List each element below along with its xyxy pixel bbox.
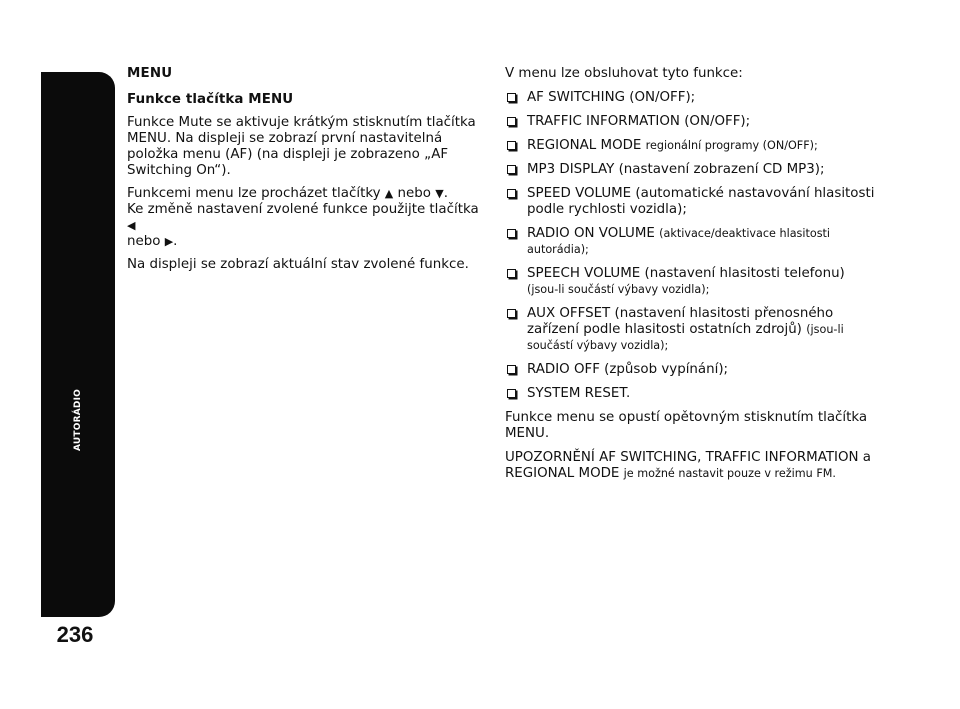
list-item xyxy=(505,138,885,154)
checkbox-bullet-icon xyxy=(507,117,516,126)
list-item xyxy=(505,226,885,258)
menu-intro: V menu lze obsluhovat tyto funkce: xyxy=(505,66,743,81)
list-item xyxy=(505,362,885,378)
item-text: AF SWITCHING (ON/OFF); xyxy=(527,90,696,105)
nav-text-a: Funkcemi menu lze procházet tlačítky xyxy=(127,186,381,201)
warning-main: UPOZORNĚNÍ AF SWITCHING, TRAFFIC INFORMATION a REGIONAL MODE xyxy=(505,450,872,481)
section-subheading: Funkce tlačítka MENU xyxy=(127,92,294,107)
arrow-down-icon: ▼ xyxy=(435,187,444,200)
arrow-left-icon: ◀ xyxy=(127,219,136,232)
nav-text-c: . xyxy=(443,186,448,201)
nav-text-b: nebo xyxy=(397,186,431,201)
checkbox-bullet-icon xyxy=(507,141,516,150)
item-note: regionální programy (ON/OFF); xyxy=(645,139,818,152)
arrow-right-icon: ▶ xyxy=(164,235,174,248)
item-text: TRAFFIC INFORMATION (ON/OFF); xyxy=(527,114,751,129)
menu-functions-list xyxy=(505,90,885,402)
checkbox-bullet-icon xyxy=(507,269,516,278)
checkbox-bullet-icon xyxy=(507,189,516,198)
list-item xyxy=(505,114,885,130)
list-item xyxy=(505,306,885,354)
nav-text-d: Ke změně nastavení zvolené funkce použijte tlačítka xyxy=(127,202,479,217)
arrow-up-icon: ▲ xyxy=(384,187,394,200)
nav-text-e: nebo xyxy=(127,234,161,249)
list-item xyxy=(505,186,885,218)
warning-small: je možné nastavit pouze v režimu FM. xyxy=(623,467,836,480)
left-column xyxy=(127,66,482,280)
item-text: RADIO ON VOLUME xyxy=(527,226,655,241)
menu-exit-text: Funkce menu se opustí opětovným stisknutím tlačítka MENU. xyxy=(505,410,868,441)
item-text: SPEECH VOLUME (nastavení hlasitosti telefonu) xyxy=(527,266,845,281)
list-item xyxy=(505,266,885,298)
checkbox-bullet-icon xyxy=(507,365,516,374)
list-item xyxy=(505,386,885,402)
page-number: 236 xyxy=(56,622,94,647)
item-text: REGIONAL MODE xyxy=(527,138,642,153)
warning-note xyxy=(505,450,885,482)
checkbox-bullet-icon xyxy=(507,165,516,174)
item-text: SPEED VOLUME (automatické nastavování hlasitosti podle rychlosti vozidla); xyxy=(527,186,875,217)
chapter-tab-label: AUTORÁDIO xyxy=(73,389,83,451)
right-column xyxy=(505,66,885,490)
item-text: MP3 DISPLAY (nastavení zobrazení CD MP3); xyxy=(527,162,825,177)
nav-text-f: . xyxy=(173,234,178,249)
paragraph-navigation xyxy=(127,186,482,250)
item-note: (jsou-li součástí výbavy vozidla); xyxy=(527,323,844,352)
checkbox-bullet-icon xyxy=(507,229,516,238)
item-text: RADIO OFF (způsob vypínání); xyxy=(527,362,729,377)
checkbox-bullet-icon xyxy=(507,389,516,398)
list-item xyxy=(505,162,885,178)
item-text: SYSTEM RESET. xyxy=(527,386,631,401)
paragraph-mute: Funkce Mute se aktivuje krátkým stisknutím tlačítka MENU. Na displeji se zobrazí první nastavitelná položka menu (AF) (na displeji je zobrazeno „AF Switching On“). xyxy=(127,115,476,178)
paragraph-status: Na displeji se zobrazí aktuální stav zvolené funkce. xyxy=(127,257,469,272)
section-heading: MENU xyxy=(127,66,173,81)
list-item xyxy=(505,90,885,106)
item-text: AUX OFFSET (nastavení hlasitosti přenosného zařízení podle hlasitosti ostatních zdrojů) xyxy=(527,306,834,337)
item-note: (jsou-li součástí výbavy vozidla); xyxy=(527,283,710,296)
checkbox-bullet-icon xyxy=(507,309,516,318)
checkbox-bullet-icon xyxy=(507,93,516,102)
item-note: (aktivace/deaktivace hlasitosti autorádia); xyxy=(527,227,831,256)
chapter-side-tab xyxy=(41,72,115,617)
